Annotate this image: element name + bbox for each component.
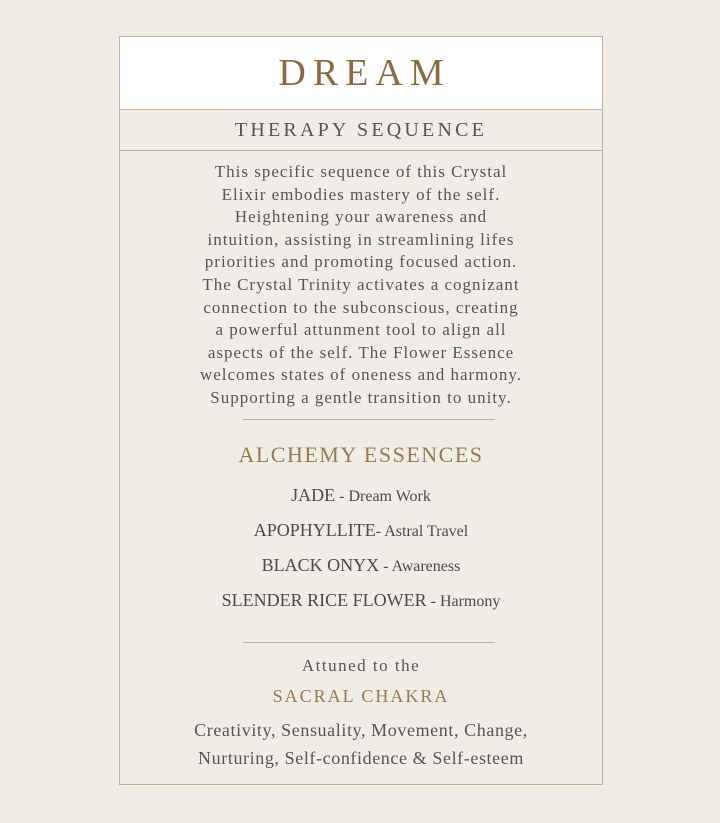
essence-separator: -: [379, 558, 392, 575]
divider: [243, 642, 495, 643]
description-line: This specific sequence of this Crystal: [214, 162, 508, 181]
description-line: Elixir embodies mastery of the self.: [221, 184, 501, 204]
chakra-qualities: [140, 716, 582, 772]
essence-name: JADE: [291, 485, 336, 505]
description: [160, 161, 562, 410]
chakra-name: SACRAL CHAKRA: [272, 686, 450, 706]
essence-item: [120, 555, 602, 576]
essence-separator: -: [426, 593, 440, 610]
description-line: The Crystal Trinity activates a cognizant: [202, 274, 520, 294]
essence-effect: Astral Travel: [384, 523, 469, 540]
essence-item: [120, 485, 602, 506]
attuned-label: Attuned to the: [301, 656, 421, 675]
essences-title: ALCHEMY ESSENCES: [238, 442, 484, 467]
essence-separator: -: [375, 523, 385, 540]
description-line: welcomes states of oneness and harmony.: [199, 365, 523, 385]
qualities-line: Nurturing, Self-confidence & Self-esteem: [198, 748, 524, 768]
essence-separator: -: [335, 488, 349, 505]
description-line: aspects of the self. The Flower Essence: [207, 342, 515, 362]
essence-name: SLENDER RICE FLOWER: [221, 590, 427, 610]
divider: [243, 419, 495, 420]
title-box: [120, 37, 602, 110]
description-line: priorities and promoting focused action.: [204, 252, 518, 272]
product-subtitle: THERAPY SEQUENCE: [234, 118, 488, 141]
essence-effect: Dream Work: [348, 488, 431, 505]
essence-name: BLACK ONYX: [261, 555, 380, 575]
subtitle-box: [120, 110, 602, 151]
essence-effect: Awareness: [391, 558, 461, 575]
essence-name: APOPHYLLITE: [253, 520, 376, 540]
description-line: a powerful attunment tool to align all: [215, 320, 507, 340]
product-card: [119, 36, 603, 785]
description-line: Heightening your awareness and: [234, 207, 488, 227]
essence-effect: Harmony: [439, 593, 501, 610]
essence-item: [120, 590, 602, 611]
description-line: Supporting a gentle transition to unity.: [210, 387, 512, 407]
qualities-line: Creativity, Sensuality, Movement, Change,: [194, 720, 528, 740]
product-title: DREAM: [278, 52, 451, 94]
description-line: connection to the subconscious, creating: [203, 297, 519, 317]
description-line: intuition, assisting in streamlining lifes: [207, 229, 515, 249]
essence-item: [120, 520, 602, 541]
